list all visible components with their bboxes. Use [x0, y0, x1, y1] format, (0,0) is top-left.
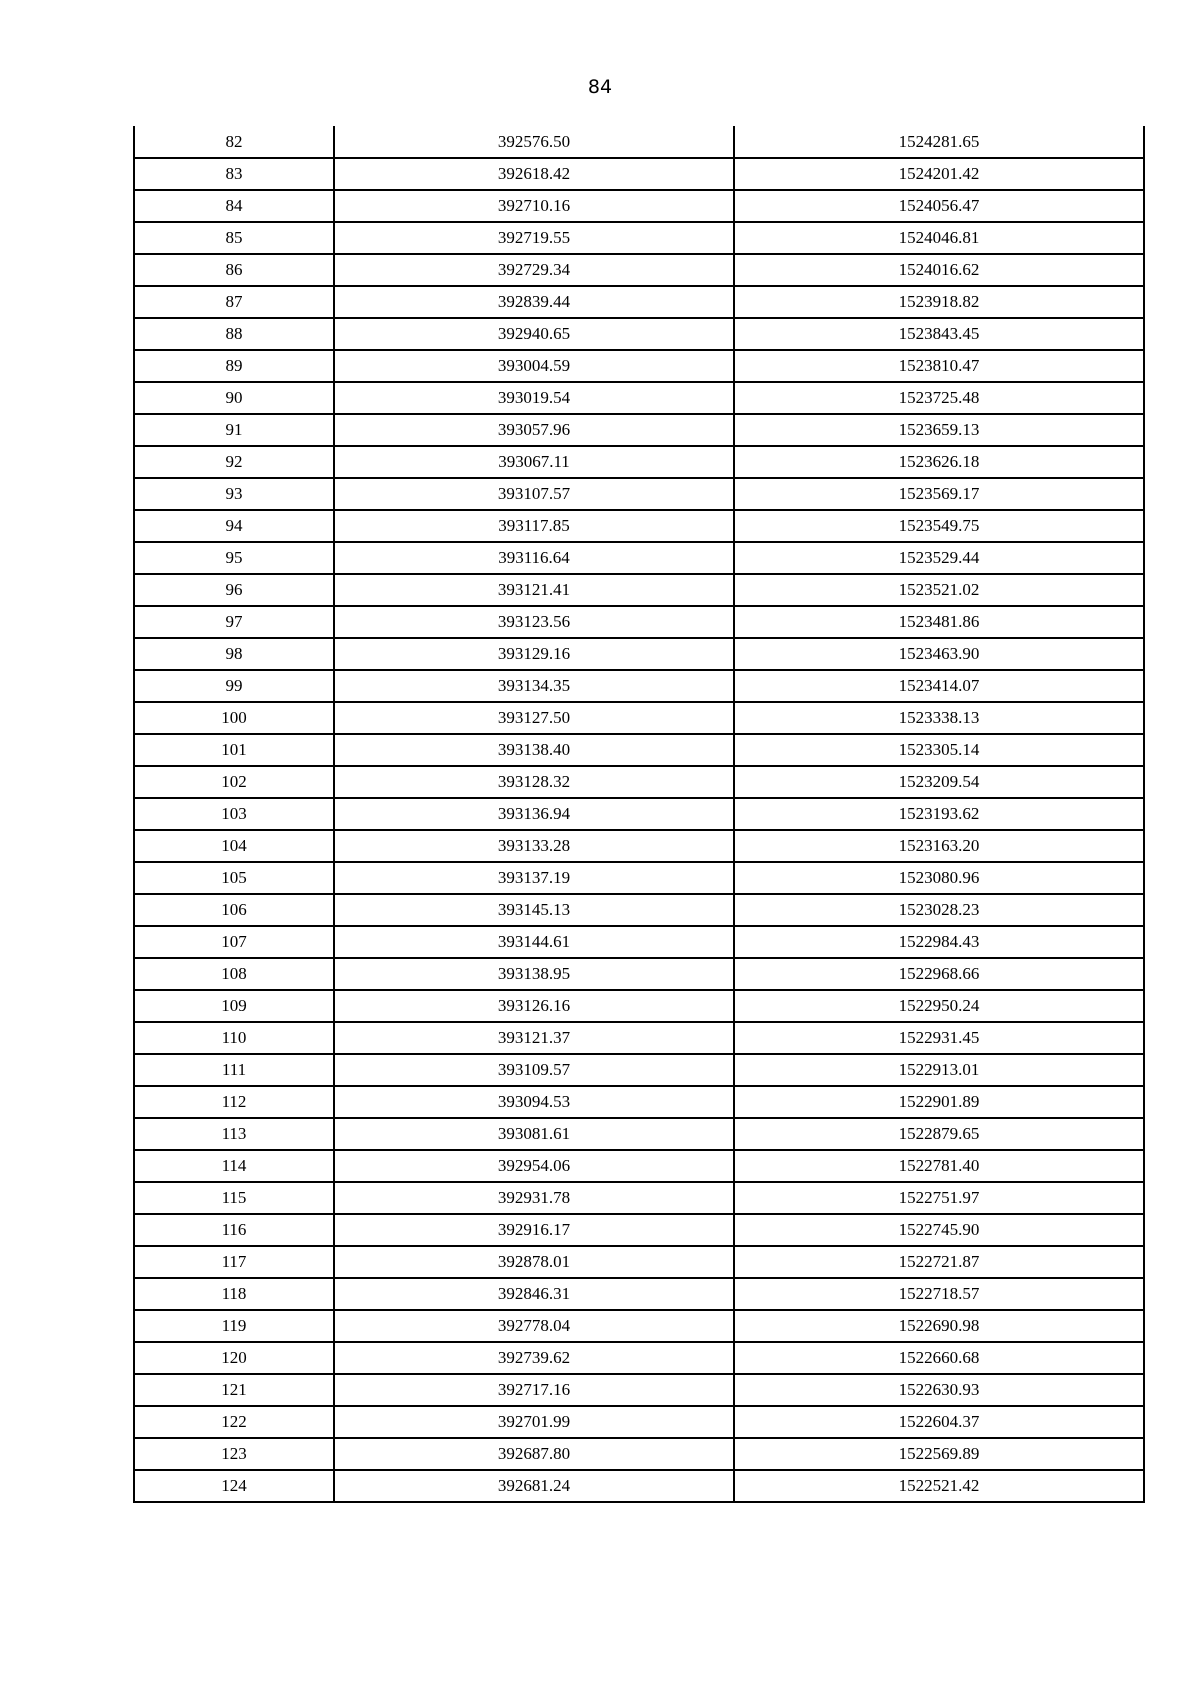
- point-number-cell: 90: [134, 382, 334, 414]
- point-number-cell: 92: [134, 446, 334, 478]
- table-row: [134, 926, 1144, 958]
- x-coordinate-cell: 392687.80: [334, 1438, 734, 1470]
- x-coordinate-cell: 393109.57: [334, 1054, 734, 1086]
- x-coordinate-cell: 392701.99: [334, 1406, 734, 1438]
- table-row: [134, 158, 1144, 190]
- table-row: [134, 1342, 1144, 1374]
- point-number-cell: 103: [134, 798, 334, 830]
- point-number-cell: 110: [134, 1022, 334, 1054]
- table-row: [134, 254, 1144, 286]
- table-row: [134, 446, 1144, 478]
- x-coordinate-cell: 393107.57: [334, 478, 734, 510]
- table-row: [134, 1278, 1144, 1310]
- y-coordinate-cell: 1523843.45: [734, 318, 1144, 350]
- point-number-cell: 121: [134, 1374, 334, 1406]
- table-row: [134, 1406, 1144, 1438]
- point-number-cell: 98: [134, 638, 334, 670]
- y-coordinate-cell: 1524016.62: [734, 254, 1144, 286]
- y-coordinate-cell: 1523725.48: [734, 382, 1144, 414]
- coordinates-table-body: [134, 126, 1144, 1502]
- point-number-cell: 116: [134, 1214, 334, 1246]
- x-coordinate-cell: 392739.62: [334, 1342, 734, 1374]
- table-row: [134, 1182, 1144, 1214]
- x-coordinate-cell: 392954.06: [334, 1150, 734, 1182]
- y-coordinate-cell: 1523209.54: [734, 766, 1144, 798]
- table-row: [134, 286, 1144, 318]
- x-coordinate-cell: 392778.04: [334, 1310, 734, 1342]
- x-coordinate-cell: 392846.31: [334, 1278, 734, 1310]
- point-number-cell: 111: [134, 1054, 334, 1086]
- x-coordinate-cell: 393138.40: [334, 734, 734, 766]
- y-coordinate-cell: 1523529.44: [734, 542, 1144, 574]
- x-coordinate-cell: 392710.16: [334, 190, 734, 222]
- point-number-cell: 105: [134, 862, 334, 894]
- table-row: [134, 1438, 1144, 1470]
- point-number-cell: 88: [134, 318, 334, 350]
- x-coordinate-cell: 393067.11: [334, 446, 734, 478]
- y-coordinate-cell: 1523659.13: [734, 414, 1144, 446]
- x-coordinate-cell: 393094.53: [334, 1086, 734, 1118]
- table-row: [134, 990, 1144, 1022]
- point-number-cell: 84: [134, 190, 334, 222]
- point-number-cell: 95: [134, 542, 334, 574]
- point-number-cell: 94: [134, 510, 334, 542]
- point-number-cell: 89: [134, 350, 334, 382]
- x-coordinate-cell: 393116.64: [334, 542, 734, 574]
- point-number-cell: 86: [134, 254, 334, 286]
- point-number-cell: 109: [134, 990, 334, 1022]
- table-row: [134, 638, 1144, 670]
- point-number-cell: 108: [134, 958, 334, 990]
- y-coordinate-cell: 1523810.47: [734, 350, 1144, 382]
- table-row: [134, 734, 1144, 766]
- table-row: [134, 1150, 1144, 1182]
- x-coordinate-cell: 393019.54: [334, 382, 734, 414]
- table-row: [134, 382, 1144, 414]
- x-coordinate-cell: 392576.50: [334, 126, 734, 158]
- x-coordinate-cell: 393126.16: [334, 990, 734, 1022]
- point-number-cell: 113: [134, 1118, 334, 1150]
- x-coordinate-cell: 392839.44: [334, 286, 734, 318]
- point-number-cell: 117: [134, 1246, 334, 1278]
- point-number-cell: 104: [134, 830, 334, 862]
- point-number-cell: 97: [134, 606, 334, 638]
- x-coordinate-cell: 392878.01: [334, 1246, 734, 1278]
- x-coordinate-cell: 393121.37: [334, 1022, 734, 1054]
- page-number: 84: [587, 76, 613, 98]
- table-row: [134, 1374, 1144, 1406]
- x-coordinate-cell: 393117.85: [334, 510, 734, 542]
- table-row: [134, 478, 1144, 510]
- x-coordinate-cell: 393133.28: [334, 830, 734, 862]
- x-coordinate-cell: 393138.95: [334, 958, 734, 990]
- x-coordinate-cell: 393127.50: [334, 702, 734, 734]
- x-coordinate-cell: 393081.61: [334, 1118, 734, 1150]
- y-coordinate-cell: 1524201.42: [734, 158, 1144, 190]
- coordinates-table: [133, 126, 1145, 1503]
- y-coordinate-cell: 1522931.45: [734, 1022, 1144, 1054]
- table-row: [134, 1054, 1144, 1086]
- y-coordinate-cell: 1523414.07: [734, 670, 1144, 702]
- table-row: [134, 862, 1144, 894]
- x-coordinate-cell: 392618.42: [334, 158, 734, 190]
- y-coordinate-cell: 1524046.81: [734, 222, 1144, 254]
- y-coordinate-cell: 1523549.75: [734, 510, 1144, 542]
- x-coordinate-cell: 393136.94: [334, 798, 734, 830]
- x-coordinate-cell: 393144.61: [334, 926, 734, 958]
- y-coordinate-cell: 1522718.57: [734, 1278, 1144, 1310]
- y-coordinate-cell: 1522721.87: [734, 1246, 1144, 1278]
- point-number-cell: 107: [134, 926, 334, 958]
- y-coordinate-cell: 1522781.40: [734, 1150, 1144, 1182]
- y-coordinate-cell: 1522901.89: [734, 1086, 1144, 1118]
- y-coordinate-cell: 1523163.20: [734, 830, 1144, 862]
- point-number-cell: 91: [134, 414, 334, 446]
- y-coordinate-cell: 1523626.18: [734, 446, 1144, 478]
- point-number-cell: 114: [134, 1150, 334, 1182]
- x-coordinate-cell: 392916.17: [334, 1214, 734, 1246]
- point-number-cell: 112: [134, 1086, 334, 1118]
- table-row: [134, 606, 1144, 638]
- x-coordinate-cell: 392681.24: [334, 1470, 734, 1502]
- point-number-cell: 122: [134, 1406, 334, 1438]
- x-coordinate-cell: 392719.55: [334, 222, 734, 254]
- point-number-cell: 123: [134, 1438, 334, 1470]
- x-coordinate-cell: 393057.96: [334, 414, 734, 446]
- x-coordinate-cell: 393129.16: [334, 638, 734, 670]
- y-coordinate-cell: 1522950.24: [734, 990, 1144, 1022]
- x-coordinate-cell: 393121.41: [334, 574, 734, 606]
- table-row: [134, 1310, 1144, 1342]
- y-coordinate-cell: 1522879.65: [734, 1118, 1144, 1150]
- table-row: [134, 510, 1144, 542]
- table-row: [134, 670, 1144, 702]
- y-coordinate-cell: 1522569.89: [734, 1438, 1144, 1470]
- table-row: [134, 1214, 1144, 1246]
- point-number-cell: 93: [134, 478, 334, 510]
- point-number-cell: 85: [134, 222, 334, 254]
- table-row: [134, 222, 1144, 254]
- y-coordinate-cell: 1523569.17: [734, 478, 1144, 510]
- y-coordinate-cell: 1522968.66: [734, 958, 1144, 990]
- y-coordinate-cell: 1523305.14: [734, 734, 1144, 766]
- x-coordinate-cell: 393128.32: [334, 766, 734, 798]
- x-coordinate-cell: 393134.35: [334, 670, 734, 702]
- y-coordinate-cell: 1523481.86: [734, 606, 1144, 638]
- y-coordinate-cell: 1523918.82: [734, 286, 1144, 318]
- table-row: [134, 350, 1144, 382]
- table-row: [134, 1086, 1144, 1118]
- point-number-cell: 106: [134, 894, 334, 926]
- y-coordinate-cell: 1523463.90: [734, 638, 1144, 670]
- x-coordinate-cell: 393137.19: [334, 862, 734, 894]
- table-row: [134, 766, 1144, 798]
- table-row: [134, 126, 1144, 158]
- point-number-cell: 101: [134, 734, 334, 766]
- point-number-cell: 118: [134, 1278, 334, 1310]
- table-row: [134, 1246, 1144, 1278]
- y-coordinate-cell: 1522630.93: [734, 1374, 1144, 1406]
- y-coordinate-cell: 1522913.01: [734, 1054, 1144, 1086]
- point-number-cell: 82: [134, 126, 334, 158]
- y-coordinate-cell: 1522660.68: [734, 1342, 1144, 1374]
- y-coordinate-cell: 1522690.98: [734, 1310, 1144, 1342]
- table-row: [134, 702, 1144, 734]
- y-coordinate-cell: 1522604.37: [734, 1406, 1144, 1438]
- x-coordinate-cell: 392717.16: [334, 1374, 734, 1406]
- table-row: [134, 958, 1144, 990]
- point-number-cell: 83: [134, 158, 334, 190]
- y-coordinate-cell: 1523521.02: [734, 574, 1144, 606]
- table-row: [134, 542, 1144, 574]
- point-number-cell: 102: [134, 766, 334, 798]
- y-coordinate-cell: 1523028.23: [734, 894, 1144, 926]
- table-row: [134, 1470, 1144, 1502]
- point-number-cell: 120: [134, 1342, 334, 1374]
- x-coordinate-cell: 392931.78: [334, 1182, 734, 1214]
- x-coordinate-cell: 393004.59: [334, 350, 734, 382]
- y-coordinate-cell: 1522521.42: [734, 1470, 1144, 1502]
- table-row: [134, 190, 1144, 222]
- y-coordinate-cell: 1522984.43: [734, 926, 1144, 958]
- y-coordinate-cell: 1522751.97: [734, 1182, 1144, 1214]
- point-number-cell: 99: [134, 670, 334, 702]
- x-coordinate-cell: 393145.13: [334, 894, 734, 926]
- table-row: [134, 574, 1144, 606]
- table-row: [134, 318, 1144, 350]
- table-row: [134, 414, 1144, 446]
- x-coordinate-cell: 392940.65: [334, 318, 734, 350]
- table-row: [134, 1022, 1144, 1054]
- y-coordinate-cell: 1523338.13: [734, 702, 1144, 734]
- y-coordinate-cell: 1523193.62: [734, 798, 1144, 830]
- y-coordinate-cell: 1522745.90: [734, 1214, 1144, 1246]
- table-row: [134, 1118, 1144, 1150]
- table-row: [134, 830, 1144, 862]
- x-coordinate-cell: 392729.34: [334, 254, 734, 286]
- table-row: [134, 894, 1144, 926]
- point-number-cell: 124: [134, 1470, 334, 1502]
- point-number-cell: 115: [134, 1182, 334, 1214]
- x-coordinate-cell: 393123.56: [334, 606, 734, 638]
- y-coordinate-cell: 1523080.96: [734, 862, 1144, 894]
- point-number-cell: 96: [134, 574, 334, 606]
- point-number-cell: 87: [134, 286, 334, 318]
- y-coordinate-cell: 1524281.65: [734, 126, 1144, 158]
- point-number-cell: 100: [134, 702, 334, 734]
- point-number-cell: 119: [134, 1310, 334, 1342]
- table-row: [134, 798, 1144, 830]
- y-coordinate-cell: 1524056.47: [734, 190, 1144, 222]
